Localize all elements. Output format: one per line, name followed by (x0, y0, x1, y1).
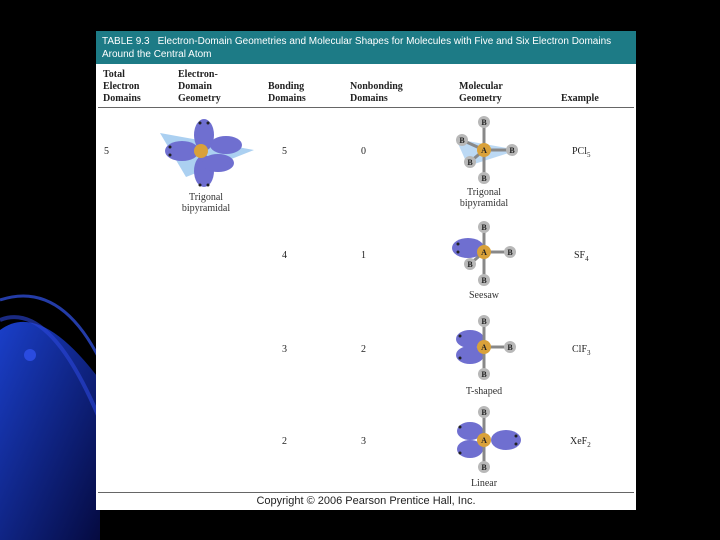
svg-text:B: B (509, 146, 515, 155)
row1-molecule-illustration (448, 114, 528, 186)
svg-text:B: B (481, 223, 487, 232)
svg-text:A: A (481, 248, 487, 257)
header-rule (98, 107, 634, 108)
svg-text:A: A (481, 343, 487, 352)
edg-caption: Trigonal bipyramidal (181, 192, 231, 214)
svg-text:B: B (459, 136, 465, 145)
svg-text:B: B (507, 343, 513, 352)
table-header-bar (96, 31, 636, 64)
row2-nonbonding: 1 (361, 250, 366, 261)
row1-example: PCl$_5$ (572, 146, 591, 159)
row4-example: XeF$_2$ (570, 436, 591, 449)
row3-molecule-illustration (448, 314, 528, 384)
header-example: Example (561, 93, 599, 104)
svg-text:B: B (481, 317, 487, 326)
svg-text:B: B (467, 260, 473, 269)
header-total-electron-domains: Total Electron Domains (103, 69, 141, 104)
svg-text:A: A (481, 436, 487, 445)
svg-text:B: B (481, 118, 487, 127)
row1-shape-caption: Trigonal bipyramidal (459, 187, 509, 209)
row3-bonding: 3 (282, 344, 287, 355)
svg-text:A: A (481, 146, 487, 155)
row3-nonbonding: 2 (361, 344, 366, 355)
svg-text:B: B (481, 174, 487, 183)
svg-text:B: B (481, 370, 487, 379)
row2-molecule-illustration (448, 220, 528, 290)
header-bonding-domains: Bonding Domains (268, 81, 306, 104)
header-nonbonding-domains: Nonbonding Domains (350, 81, 403, 104)
row1-nonbonding: 0 (361, 146, 366, 157)
table-number: TABLE 9.3 (102, 36, 150, 47)
header-molecular-geometry: Molecular Geometry (459, 81, 503, 104)
svg-text:B: B (481, 463, 487, 472)
row2-shape-caption: Seesaw (469, 290, 499, 301)
table-panel (96, 31, 636, 510)
svg-text:B: B (481, 276, 487, 285)
total-domains-value: 5 (104, 146, 109, 157)
blue-orb (24, 349, 36, 361)
row2-example: $SF_4$ (574, 250, 589, 263)
svg-text:B: B (481, 408, 487, 417)
row3-shape-caption: T-shaped (465, 386, 503, 397)
row1-bonding: 5 (282, 146, 287, 157)
row4-shape-caption: Linear (470, 478, 498, 489)
copyright-notice: Copyright © 2006 Pearson Prentice Hall, Inc. (256, 495, 476, 507)
row4-molecule-illustration (448, 405, 528, 475)
row4-bonding: 2 (282, 436, 287, 447)
row2-bonding: 4 (282, 250, 287, 261)
footer-rule (98, 492, 634, 493)
trigonal-bipyramidal-domain-illustration (156, 113, 256, 193)
table-title: Electron-Domain Geometries and Molecular Shapes for Molecules with Five and Six Electron Domains Around the Central Atom (102, 36, 612, 60)
svg-text:B: B (467, 158, 473, 167)
header-electron-domain-geometry: Electron- Domain Geometry (178, 69, 221, 104)
svg-text:B: B (507, 248, 513, 257)
row4-nonbonding: 3 (361, 436, 366, 447)
row3-example: ClF$_3$ (572, 344, 591, 357)
